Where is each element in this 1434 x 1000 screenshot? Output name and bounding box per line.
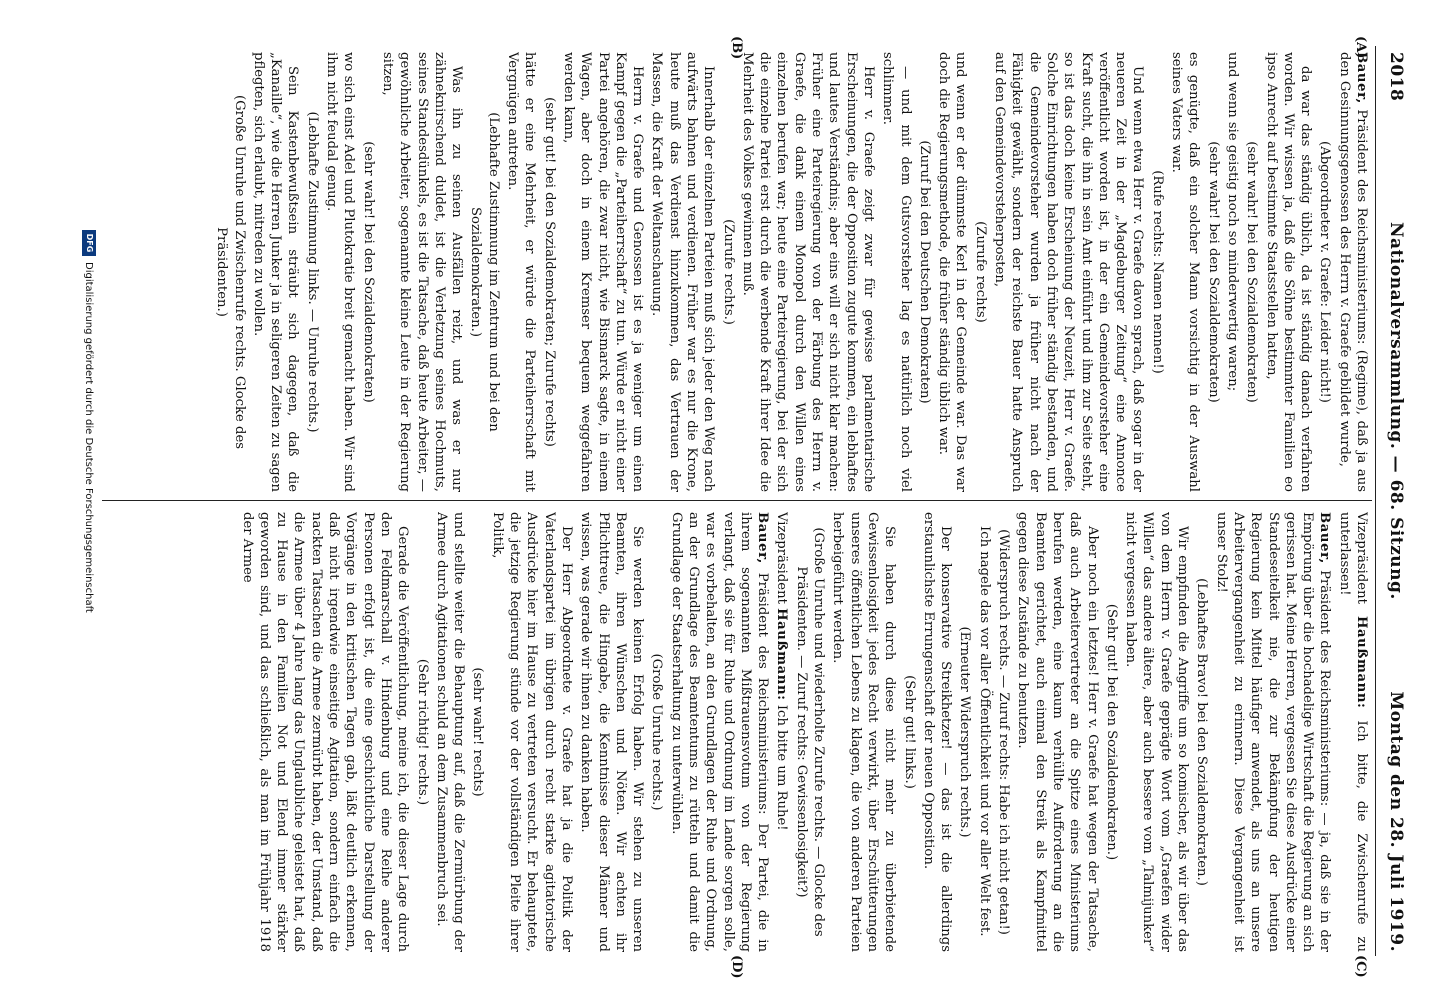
paragraph-text: (Lebhafte Zustimmung links. — Unruhe rechts.)	[304, 111, 320, 433]
digitization-credit	[78, 230, 94, 990]
paragraph	[995, 512, 1012, 952]
paragraph	[916, 52, 933, 492]
paragraph	[648, 512, 665, 952]
paragraph-text: wo sich einst Adel und Plutokratie breit gemacht haben. Wir sind ihm nicht feudal genug.	[324, 52, 357, 492]
paragraph	[1148, 52, 1165, 492]
paragraph-text: (Zurufe rechts)	[972, 221, 988, 323]
paragraph-text: (Lebhaftes Bravo! bei den Sozialdemokraten.)	[1194, 578, 1210, 886]
dfg-logo: DFG	[82, 230, 96, 256]
speaker-name: Haußmann:	[1354, 615, 1369, 709]
paragraph-text: (Erneuter Widerspruch rechts.)	[957, 626, 973, 838]
margin-marker-c: (C)	[1353, 955, 1368, 978]
paragraph	[667, 512, 771, 952]
paragraph-text: da war das ständig üblich, da ist ständig danach verfahren worden. Wir wissen ja, daß die Söhne bestimmter Familien eo ipso Anrecht auf bestimmte Staatsstellen hatten,	[1263, 52, 1314, 492]
page-number: 2018	[1386, 52, 1406, 102]
paragraph	[323, 52, 358, 492]
paragraph	[1335, 52, 1370, 492]
paragraph	[238, 512, 411, 952]
paragraph-text: (Widerspruch rechts. — Zuruf rechts: Habe ich nicht getan!)	[996, 529, 1012, 935]
paragraph	[1243, 52, 1260, 492]
paragraph	[793, 512, 828, 952]
paragraph-text: (Große Unruhe und Zwischenrufe rechts. Glocke des Präsidenten.)	[214, 94, 247, 450]
paragraph-text: (sehr gut! bei den Sozialdemokraten; Zurufe rechts)	[541, 97, 557, 447]
paragraph	[1224, 52, 1241, 492]
paragraph-text: (sehr wahr! bei den Sozialdemokraten)	[1205, 141, 1221, 403]
paragraph-text: Ich bitte, die Zwischenrufe zu unterlassen!	[1336, 512, 1369, 952]
paragraph	[433, 512, 468, 952]
paragraph	[1193, 512, 1210, 952]
paragraph-text: (Zuruf bei den Deutschen Demokraten)	[916, 140, 932, 404]
paragraph	[213, 52, 248, 492]
paragraph-text: (sehr wahr! rechts)	[470, 667, 486, 797]
speaker-prefix: Vizepräsident	[1354, 512, 1369, 616]
paragraph	[413, 512, 430, 952]
paragraph	[250, 52, 302, 492]
paragraph-text: (sehr wahr! bei den Sozialdemokraten)	[360, 141, 376, 403]
paragraph	[469, 512, 486, 952]
paragraph	[504, 52, 539, 492]
paragraph-text: Sie haben durch diese nicht mehr zu überbietende Gewissenlosigkeit jedes Recht verwirkt, über Erschütterungen unseres öffentlichen Lebens zu klagen, die von anderen Parteien herbeigeführt werden.	[830, 512, 898, 952]
speaker-name: Bauer,	[1317, 512, 1333, 564]
paragraph	[991, 52, 1147, 492]
paragraph-text: Sein Kastenbewußtsein sträubt sich dagegen, daß die „Kanaille“, wie die Herren Junker ja in seligeren Zeiten zu sagen pflegten, sich erlaubt, mitreden zu wollen.	[250, 52, 301, 492]
margin-marker-d: (D)	[729, 955, 744, 979]
paragraph	[1122, 512, 1191, 952]
paragraph	[1168, 52, 1203, 492]
speaker-name: Haußmann:	[774, 608, 790, 701]
paragraph-text: Und wenn etwa Herr v. Graefe davon sprach, daß sogar in der neueren Zeit in der „Magdeburger Zeitung“ eine Annonce veröffentlicht worden ist, in der ein Gemeindevorsteher eine Kraft sucht, die ihn in sein Amt einführt und ihm zur Seite steht, so ist das doch keine Erscheinung der Neuzeit, Herr v. Graefe. Solche Einrichtungen haben doch früher ständig bestanden, und die Gemeindevorsteher wurden ja früher nicht nach der Fähigkeit gewählt, sondern der reichste Bauer hatte Anspruch auf den Gemeindevorsteherposten,	[992, 52, 1146, 492]
paragraph	[1204, 52, 1221, 492]
paragraph-text: (Rufe rechts: Namen nennen!)	[1149, 170, 1165, 374]
paragraph-text: Ich bitte um Ruhe!	[774, 700, 790, 831]
paragraph-text: (Sehr gut! bei den Sozialdemokraten.)	[1103, 603, 1119, 861]
paragraph-text: Herrn v. Graefe und Genossen ist es ja weniger um einen Kampf gegen die „Parteiherrschaft“ zu tun. Würde er nicht einer Partei angehören, die zwar nicht, wie Bismarck sagte, in einem Wagen, aber doch in einem Kremser bequem weggefahren werden kann,	[560, 52, 646, 492]
paragraph	[1212, 512, 1333, 952]
paragraph	[1335, 512, 1370, 952]
speaker-prefix: Vizepräsident	[774, 512, 790, 609]
paragraph	[920, 512, 955, 952]
paragraph	[359, 52, 376, 492]
left-text-column	[105, 52, 1370, 492]
margin-marker-b: (B)	[729, 36, 744, 60]
paragraph-text: Der konservative Streikhetzer! — das ist die allerdings erstaunlichste Errungenschaft der neuen Opposition.	[920, 512, 954, 952]
paragraph	[1316, 52, 1333, 492]
page-header	[1380, 52, 1406, 952]
paragraph-text: und wenn sie geistig noch so minderwertig waren;	[1224, 52, 1240, 392]
paragraph-text: Innerhalb der einzelnen Parteien muß sich jeder den Weg nach aufwärts bahnen und verdienen. Früher war es nur die Krone, heute muß das Verdienst hinzukommen, das Vertrauen der Massen, die Kraft der Weltanschauung.	[649, 52, 717, 492]
paragraph	[935, 52, 970, 492]
paragraph-text: (sehr wahr! bei den Sozialdemokraten)	[1244, 141, 1260, 403]
paragraph-text: Präsident des Reichsministeriums: — ja, daß sie in der Empörung über die hochadelige Wirtschaft die Regierung an sich gerissen hat. Meine Herren, vergessen Sie diese Ausdrücke einer Standeseitelkeit nie, die zur Bekämpfung der heutigen Regierung kein Mittel häufiger anwendet, als uns an unsere Arbeitervergangenheit zu erinnern. Diese Vergangenheit ist unser Stolz!	[1213, 512, 1333, 952]
paragraph	[560, 52, 646, 492]
paragraph	[303, 52, 320, 492]
paragraph-text: Wir empfinden die Angriffe um so komischer, als wir über das von dem Herrn v. Graefe geprägte Wort vom „Graefen wider Willen“ das andere ältere, aber auch bessere vom „Talmijunker“ nicht vergessen haben.	[1123, 512, 1191, 952]
paragraph	[971, 52, 988, 492]
paragraph	[900, 512, 917, 952]
paragraph-text: (Sehr richtig! rechts.)	[414, 658, 430, 806]
paragraph-text: Gerade die Veröffentlichung, meine ich, die dieser Lage durch den Feldmarschall v. Hindenburg und eine Reihe anderer Personen erfolgt ist, die eine geschichtliche Darstellung der Vorgänge in den kritischen Tagen gab, läßt deutlich erkennen, daß nicht irgendwie einseitige Agitation, sondern einfach die nackten Tatsachen die Armee zermürbt haben, der Umstand, daß die Armee über 4 Jahre lang das Unglaubliche geleistet hat, daß zu Hause in den Familien Not und Elend immer stärker geworden sind, und das schließlich, als man im Frühjahr 1918 der Armee	[239, 512, 411, 952]
paragraph	[1262, 52, 1314, 492]
paragraph-text: (Lebhafte Zustimmung im Zentrum und bei den Sozialdemokraten.)	[468, 112, 501, 432]
page-date: Montag den 28. Juli 1919.	[1386, 691, 1406, 952]
paragraph-text: Sie werden keinen Erfolg haben. Wir stehen zu unseren Beamten, ihren Wünschen und Nöten. Wir achten ihr Pflichttreue, die Hingabe, die Kenntnisse dieser Männer und wissen, was gerade wir ihnen zu danken haben.	[578, 512, 646, 952]
paragraph-text: Präsident des Reichsministeriums: (Regime), daß ja aus den Gesinnungsgenossen des Herrn v. Graefe gebildet wurde,	[1336, 52, 1369, 492]
paragraph-text: es genügte, daß ein solcher Mann vorsichtig in der Auswahl seines Vaters war.	[1169, 52, 1202, 492]
right-text-column	[105, 512, 1370, 952]
paragraph	[829, 512, 898, 952]
paragraph-text: Der Herr Abgeordnete v. Graefe hat ja die Politik der Vaterlandspartei im übrigen durch recht starke agitatorische Ausdrücke hier im Hause zu vertreten versucht. Er behauptete, die jetzige Regierung stünde vor der vollständigen Pleite ihrer Politik,	[489, 512, 574, 952]
paragraph	[719, 52, 736, 492]
credit-text: Digitalisierung gefördert durch die Deutsche Forschungsgemeinschaft	[83, 262, 94, 613]
paragraph	[975, 512, 992, 952]
paragraph	[739, 52, 877, 492]
paragraph-text: (Zurufe rechts.)	[720, 219, 736, 325]
paragraph-text: (Sehr gut! links.)	[901, 675, 917, 789]
paragraph-text: — und mit dem Gutsvorsteher lag es natürlich noch viel schlimmer.	[880, 52, 913, 492]
paragraph	[1014, 512, 1100, 952]
paragraph	[540, 52, 557, 492]
paragraph	[1103, 512, 1120, 952]
paragraph-text: (Abgeordneter v. Graefe: Leider nicht!)	[1317, 141, 1333, 403]
paragraph	[648, 52, 717, 492]
paragraph	[879, 52, 914, 492]
column-divider	[102, 500, 1372, 501]
paragraph	[488, 512, 574, 952]
paragraph-text: Was ihn zu seinen Ausfällen reizt, und was er nur zähneknirschend duldet, ist die Verletzung seines Hochmuts, seines Standesdünkels, es ist die Tatsache, daß heute Arbeiter, — gewöhnliche Arbeiter, sogenannte kleine Leute in der Regierung sitzen,	[379, 52, 465, 492]
paragraph-text: hätte er eine Mehrheit, er würde die Parteiherrschaft mit Vergnügen antreten.	[505, 52, 538, 492]
paragraph-text: Präsident des Reichsministeriums: Der Partei, die in ihrem sogenannten Mißtrauensvotum von der Regierung verlangt, daß sie für Ruhe und Ordnung im Lande sorgen solle, war es vorbehalten, an den Grundlagen der Ruhe und Ordnung, an der Grundlage des Beamtentums zu rütteln und damit die Grundlage der Staatserhaltung zu unterwühlen.	[668, 512, 771, 952]
page-title: Nationalversammlung. — 68. Sitzung.	[1386, 222, 1406, 600]
paragraph	[773, 512, 790, 952]
paragraph	[379, 52, 465, 492]
header-rule	[1375, 46, 1376, 956]
paragraph-text: Herr v. Graefe zeigt zwar für gewisse parlamentarische Erscheinungen, die der Opposition zugute kommen, ein lebhaftes und lautes Verständnis; aber eins will er sich nicht klar machen: Früher eine Parteiregierung von der Färbung des Herrn v. Graefe, die dank einem Monopol durch den Willen eines einzelnen berufen war; heute eine Parteiregierung, bei der sich die einzelne Partei erst durch die werbende Kraft ihrer Idee die Mehrheit des Volkes gewinnen muß.	[739, 52, 876, 492]
paragraph-text: Aber noch ein letztes! Herr v. Graefe hat wegen der Tatsache, daß auch Arbeitervertreter an die Spitze eines Ministeriums berufen werden, eine kaum verhüllte Aufforderung an die Beamten gerichtet, auch einmal den Streik als Kampfmittel gegen diese Zustände zu benutzen.	[1015, 512, 1100, 952]
speaker-name: Bauer,	[755, 512, 771, 564]
paragraph	[956, 512, 973, 952]
paragraph-text: und stellte weiter die Behauptung auf, daß die Zermürbung der Armee durch Agitationen schuld an dem Zusammenbruch sei.	[433, 512, 467, 952]
paragraph-text: und wenn er der dümmste Kerl in der Gemeinde war. Das war doch die Regierungsmethode, die früher ständig üblich war.	[936, 52, 969, 492]
paragraph	[467, 52, 502, 492]
speaker-name: Bauer,	[1354, 52, 1369, 104]
paragraph-text: Ich nagele das vor aller Öffentlichkeit und vor aller Welt fest.	[976, 526, 992, 937]
paragraph-text: (Große Unruhe und wiederholte Zurufe rechts. — Glocke des Präsidenten. — Zuruf rechts: Gewissenlosigkeit?)	[793, 527, 827, 937]
margin-marker-a: (A)	[1353, 36, 1368, 59]
paragraph	[577, 512, 646, 952]
paragraph-text: (Große Unruhe rechts.)	[649, 653, 665, 811]
